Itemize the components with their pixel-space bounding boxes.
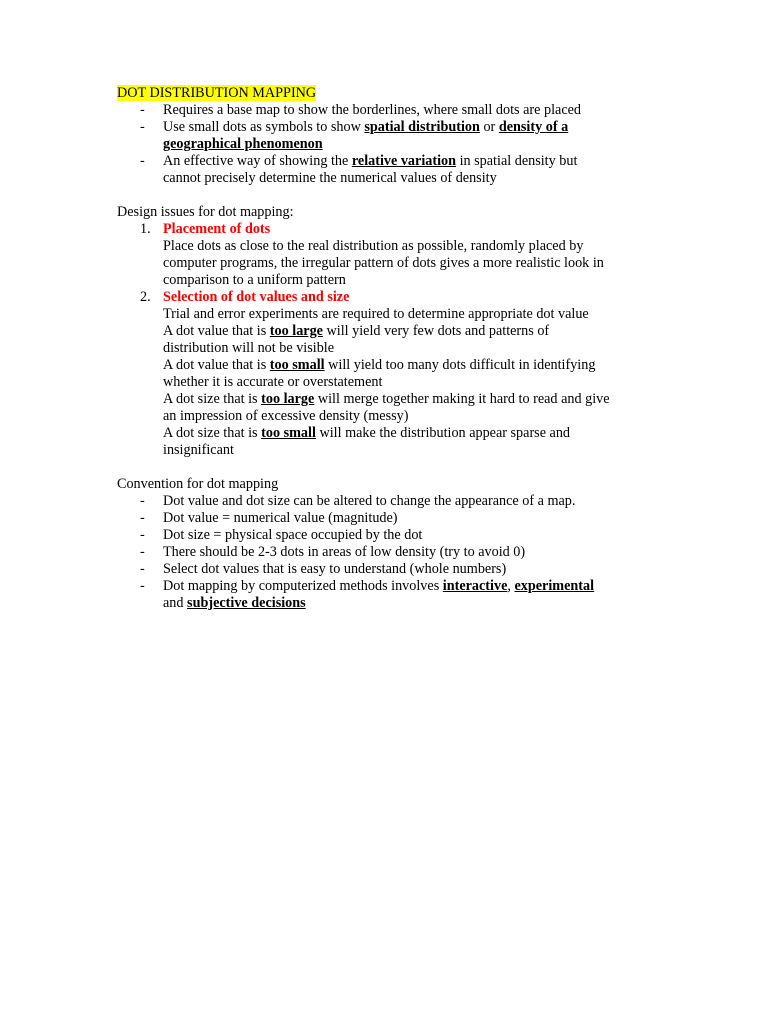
- dash-marker: -: [140, 119, 145, 135]
- text-run: A dot value that is: [163, 323, 270, 339]
- text-run: ,: [507, 578, 515, 594]
- text-run: A dot value that is: [163, 357, 270, 373]
- emphasis-text: density of a: [498, 119, 569, 135]
- section-heading: Convention for dot mapping: [117, 476, 279, 492]
- paragraph-line: [117, 323, 657, 340]
- paragraph-line: an impression of excessive density (messy): [163, 408, 409, 424]
- list-item-text: Dot size = physical space occupied by the dot: [163, 527, 423, 543]
- emphasis-text: relative variation: [351, 153, 457, 169]
- item-number: 2.: [140, 289, 151, 305]
- emphasis-text: too small: [261, 425, 316, 441]
- dash-marker: -: [140, 510, 145, 526]
- text-run: or: [479, 119, 499, 135]
- paragraph-line: comparison to a uniform pattern: [163, 272, 346, 288]
- section-heading: Design issues for dot mapping:: [117, 204, 294, 220]
- list-item: [117, 544, 657, 561]
- paragraph-line: [117, 425, 657, 442]
- emphasis-text: too small: [269, 357, 325, 373]
- paragraph-line: [117, 391, 657, 408]
- dash-marker: -: [140, 561, 145, 577]
- list-item: [117, 493, 657, 510]
- dash-marker: -: [140, 544, 145, 560]
- text-run: will yield too many dots difficult in identifying: [324, 357, 596, 373]
- emphasis-text: spatial distribution: [364, 119, 480, 135]
- list-item-text: Requires a base map to show the borderlines, where small dots are placed: [163, 102, 582, 118]
- list-item-text: [163, 153, 657, 170]
- dash-marker: -: [140, 102, 145, 118]
- emphasis-text: experimental: [514, 578, 595, 594]
- list-item: [117, 510, 657, 527]
- emphasis-text: too large: [261, 391, 315, 407]
- list-item-text: Dot value and dot size can be altered to change the appearance of a map.: [163, 493, 576, 509]
- blank-line: [117, 459, 657, 476]
- list-item: [117, 102, 657, 119]
- text-run: Dot mapping by computerized methods involves: [163, 578, 443, 594]
- list-item-continuation: cannot precisely determine the numerical values of density: [163, 170, 497, 186]
- document-body: [117, 85, 657, 612]
- text-run: An effective way of showing the: [163, 153, 352, 169]
- text-run: and: [163, 595, 188, 611]
- list-item: [117, 153, 657, 170]
- blank-line: [117, 187, 657, 204]
- list-item-text: There should be 2-3 dots in areas of low density (try to avoid 0): [163, 544, 526, 560]
- dash-marker: -: [140, 153, 145, 169]
- emphasis-text: subjective decisions: [187, 595, 306, 611]
- paragraph-line: Place dots as close to the real distribution as possible, randomly placed by: [163, 238, 584, 254]
- text-run: will make the distribution appear sparse and: [315, 425, 571, 441]
- dash-marker: -: [140, 527, 145, 543]
- paragraph-line: whether it is accurate or overstatement: [163, 374, 383, 390]
- paragraph-line: distribution will not be visible: [163, 340, 335, 356]
- paragraph-line: computer programs, the irregular pattern of dots gives a more realistic look in: [163, 255, 604, 271]
- paragraph-line: insignificant: [163, 442, 234, 458]
- list-item-text: Dot value = numerical value (magnitude): [163, 510, 398, 526]
- text-run: in spatial density but: [456, 153, 578, 169]
- text-run: will merge together making it hard to read and give: [314, 391, 610, 407]
- subsection-heading: Selection of dot values and size: [163, 289, 350, 305]
- list-item-continuation: [117, 136, 657, 153]
- emphasis-text: too large: [269, 323, 323, 339]
- list-item-text: Select dot values that is easy to understand (whole numbers): [163, 561, 507, 577]
- list-item: [117, 561, 657, 578]
- list-item-continuation: [117, 595, 657, 612]
- title-line: [117, 85, 657, 102]
- text-run: A dot size that is: [163, 391, 262, 407]
- list-item-text: [163, 578, 657, 595]
- list-item: [117, 119, 657, 136]
- numbered-item: [117, 289, 657, 306]
- emphasis-text: interactive: [442, 578, 508, 594]
- text-run: A dot size that is: [163, 425, 262, 441]
- paragraph-line: Trial and error experiments are required to determine appropriate dot value: [163, 306, 589, 322]
- paragraph-line: [117, 357, 657, 374]
- emphasis-text: geographical phenomenon: [163, 136, 323, 152]
- subsection-heading: Placement of dots: [163, 221, 271, 237]
- numbered-item: [117, 221, 657, 238]
- dash-marker: -: [140, 493, 145, 509]
- page-title: DOT DISTRIBUTION MAPPING: [117, 85, 317, 101]
- list-item: [117, 527, 657, 544]
- text-run: will yield very few dots and patterns of: [322, 323, 550, 339]
- text-run: Use small dots as symbols to show: [163, 119, 365, 135]
- dash-marker: -: [140, 578, 145, 594]
- list-item: [117, 578, 657, 595]
- item-number: 1.: [140, 221, 151, 237]
- list-item-text: [163, 119, 657, 136]
